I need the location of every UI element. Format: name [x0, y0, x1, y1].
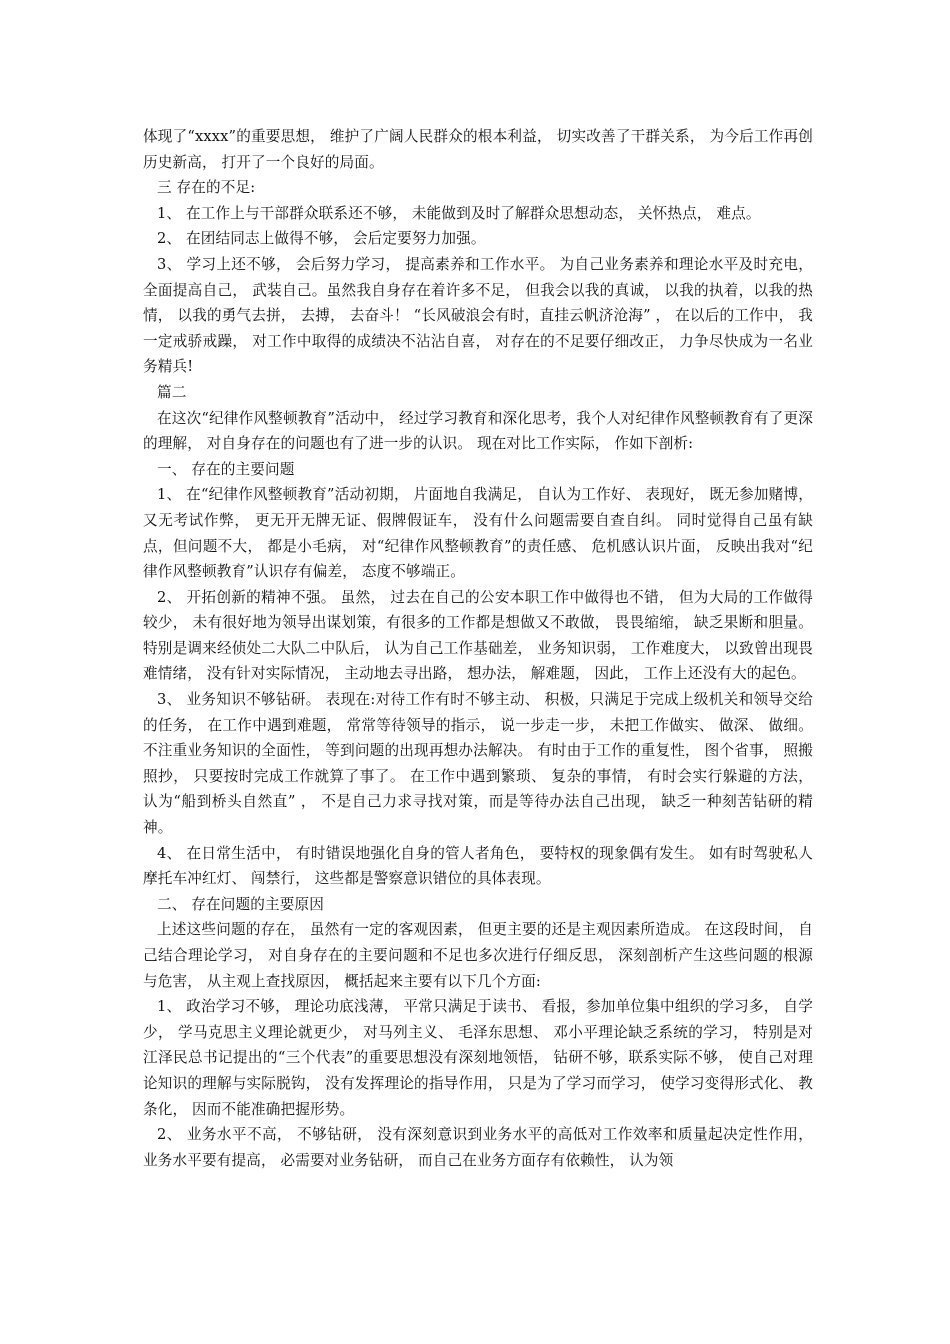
section-heading: 篇二 [157, 383, 187, 401]
paragraph: 3、 业务知识不够钻研。 表现在:对待工作有时不够主动、 积极，只满足于完成上级机关和领导交给的任务， 在工作中遇到难题， 常常等待领导的指示， 说一步走一步， 未把工作做实、 做深、 做细。 不注重业务知识的全面性， 等到问题的出现再想办法解决。 有时由于工作的重复性， 图个省事， 照搬照抄， 只要按时完成工作就算了事了。 在工作中遇到繁琐、 复杂的事情， 有时会实行躲避的方法， 认为“船到桥头自然直” ， 不是自己力求寻找对策，而是等待办法自己出现， 缺乏一种刻苦钻研的精神。 [143, 691, 813, 837]
section-heading: 二、 存在问题的主要原因 [157, 895, 324, 913]
paragraph: 3、 学习上还不够， 会后努力学习， 提高素养和工作水平。 为自己业务素养和理论水平及时充电， 全面提高自己， 武装自己。虽然我自身存在着许多不足， 但我会以我的真诚， 以我的执着，以我的热情， 以我的勇气去拼， 去搏， 去奋斗！ “长风破浪会有时，直挂云帆济沧海” ， 在以后的工作中， 我一定戒骄戒躁， 对工作中取得的成绩决不沾沾自喜， 对存在的不足要仔细改正， 力争尽快成为一名业务精兵! [143, 255, 813, 376]
paragraph: 体现了“xxxx”的重要思想， 维护了广阔人民群众的根本利益， 切实改善了干群关系， 为今后工作再创历史新高， 打开了一个良好的局面。 [143, 128, 813, 171]
document-body [143, 124, 813, 1173]
paragraph: 在这次“纪律作风整顿教育”活动中， 经过学习教育和深化思考，我个人对纪律作风整顿教育有了更深的理解， 对自身存在的问题也有了进一步的认识。 现在对比工作实际， 作如下剖析: [143, 409, 813, 453]
paragraph: 4、 在日常生活中， 有时错误地强化自身的管人者角色， 要特权的现象偶有发生。 如有时驾驶私人摩托车冲红灯、 闯禁行， 这些都是警察意识错位的具体表现。 [143, 844, 813, 888]
section-heading: 三 存在的不足: [157, 179, 256, 197]
paragraph: 2、 开拓创新的精神不强。 虽然， 过去在自己的公安本职工作中做得也不错， 但为大局的工作做得较少， 未有很好地为领导出谋划策，有很多的工作都是想做又不敢做， 畏畏缩缩， 缺乏果断和胆量。 特别是调来经侦处二大队二中队后， 认为自己工作基础差， 业务知识弱， 工作难度大， 以致曾出现畏难情绪， 没有针对实际情况， 主动地去寻出路， 想办法， 解难题， 因此， 工作上还没有大的起色。 [143, 588, 813, 683]
section-heading: 一、 存在的主要问题 [157, 460, 295, 478]
paragraph: 1、 在工作上与干部群众联系还不够， 未能做到及时了解群众思想动态， 关怀热点， 难点。 [157, 204, 761, 222]
paragraph: 2、 在团结同志上做得不够， 会后定要努力加强。 [157, 230, 486, 248]
paragraph: 上述这些问题的存在， 虽然有一定的客观因素， 但更主要的还是主观因素所造成。 在这段时间， 自己结合理论学习， 对自身存在的主要问题和不足也多次进行仔细反思， 深刻剖析产生这些问题的根源与危害， 从主观上查找原因， 概括起来主要有以下几个方面: [143, 921, 813, 990]
paragraph: 2、 业务水平不高， 不够钻研， 没有深刻意识到业务水平的高低对工作效率和质量起决定性作用， 业务水平要有提高， 必需要对业务钻研， 而自己在业务方面存有依赖性， 认为领 [143, 1126, 813, 1169]
paragraph: 1、 政治学习不够， 理论功底浅薄， 平常只满足于读书、 看报，参加单位集中组织的学习多， 自学少， 学马克思主义理论就更少， 对马列主义、 毛泽东思想、 邓小平理论缺乏系统的学习， 特别是对江泽民总书记提出的“三个代表”的重要思想没有深刻地领悟， 钻研不够，联系实际不够， 使自己对理论知识的理解与实际脱钩， 没有发挥理论的指导作用， 只是为了学习而学习， 使学习变得形式化、 教条化， 因而不能准确把握形势。 [143, 998, 813, 1118]
paragraph: 1、 在“纪律作风整顿教育”活动初期， 片面地自我满足， 自认为工作好、 表现好， 既无参加赌博， 又无考试作弊， 更无开无牌无证、假牌假证车， 没有什么问题需要自查自纠。 同时觉得自己虽有缺点，但问题不大， 都是小毛病， 对“纪律作风整顿教育”的责任感、 危机感认识片面， 反映出我对“纪律作风整顿教育”认识存有偏差， 态度不够端正。 [143, 486, 813, 581]
